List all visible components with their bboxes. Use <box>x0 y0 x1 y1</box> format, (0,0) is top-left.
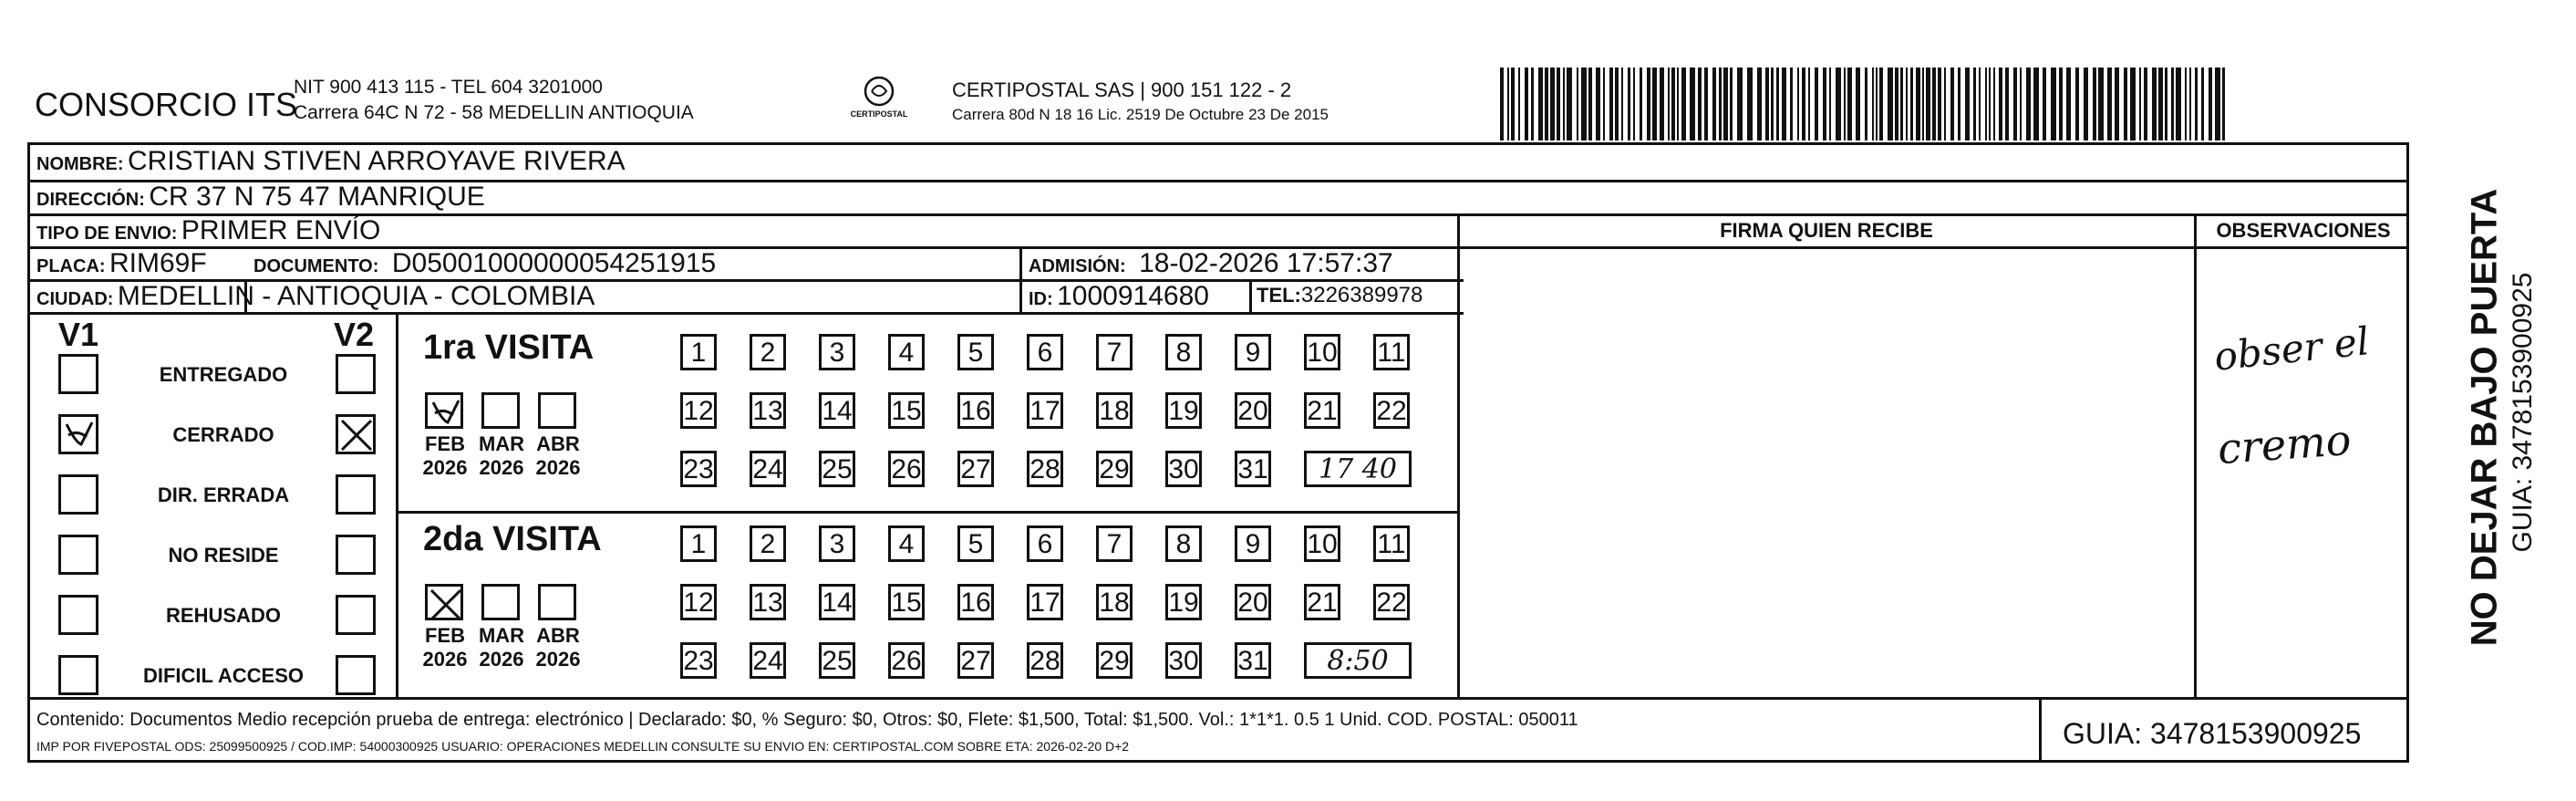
footer-guia: GUIA: 3478153900925 <box>2063 717 2362 750</box>
month-checkbox[interactable] <box>481 392 520 429</box>
documento-row <box>253 248 716 279</box>
day-box[interactable]: 11 <box>1373 334 1410 370</box>
observation-line-1: obser el <box>2211 318 2372 380</box>
day-box[interactable]: 22 <box>1373 584 1410 620</box>
day-box[interactable]: 31 <box>1235 642 1271 679</box>
day-box[interactable]: 13 <box>750 392 786 429</box>
v2-checkbox[interactable] <box>336 535 376 575</box>
placa-label: PLACA: <box>36 256 106 276</box>
day-box[interactable]: 5 <box>957 334 994 370</box>
observation-line-2: cremo <box>2216 414 2354 474</box>
day-box[interactable]: 1 <box>680 334 717 370</box>
day-box[interactable]: 1 <box>680 525 717 562</box>
check-mark-icon <box>428 395 460 426</box>
day-box[interactable]: 12 <box>680 584 717 620</box>
v1-checkbox[interactable] <box>58 595 98 635</box>
status-label: DIFICIL ACCESO <box>142 664 304 687</box>
check-mark-icon <box>61 417 96 452</box>
admision-row <box>1029 248 1393 279</box>
day-box[interactable]: 5 <box>957 525 994 562</box>
direccion-row <box>36 182 485 213</box>
id-label: ID: <box>1029 289 1053 309</box>
footer-imp: IMP POR FIVEPOSTAL ODS: 25099500925 / COD.IMP: 54000300925 USUARIO: OPERACIONES MEDELLIN CONSULTE SU ENVIO EN: CERTIPOSTAL.COM SOBRE ETA: 2026-02-20 D+2 <box>36 739 1130 754</box>
month-checkbox[interactable] <box>425 584 463 620</box>
day-box[interactable]: 2 <box>750 334 786 370</box>
day-box[interactable]: 23 <box>680 451 717 487</box>
visit-1-title: 1ra VISITA <box>423 328 595 367</box>
company-name: CONSORCIO ITS <box>35 86 298 123</box>
day-box[interactable]: 10 <box>1304 334 1340 370</box>
placa-value: RIM69F <box>109 248 207 278</box>
day-box[interactable]: 3 <box>819 334 855 370</box>
certipostal-logo: CERTIPOSTAL <box>841 71 917 126</box>
v2-checkbox[interactable] <box>336 655 376 695</box>
day-box[interactable]: 3 <box>819 525 855 562</box>
month-label: MAR 2026 <box>478 432 525 479</box>
company-nit: NIT 900 413 115 - TEL 604 3201000 <box>294 77 603 98</box>
footer-content: Contenido: Documentos Medio recepción prueba de entrega: electrónico | Declarado: $0, % Seguro: $0, Otros: $0, Flete: $1,500, Total: $1,500. Vol.: 1*1*1. 0.5 1 Unid. COD. POSTAL: 050011 <box>36 710 1578 730</box>
month-label: ABR 2026 <box>535 624 581 671</box>
day-box[interactable]: 29 <box>1096 642 1133 679</box>
visit-time: 17 40 <box>1304 451 1412 487</box>
tel-row <box>1257 283 1422 308</box>
day-box[interactable]: 19 <box>1165 392 1202 429</box>
day-box[interactable]: 10 <box>1304 525 1340 562</box>
day-box[interactable]: 15 <box>888 584 925 620</box>
courier-nit: CERTIPOSTAL SAS | 900 151 122 - 2 <box>952 78 1292 101</box>
day-box[interactable]: 17 <box>1027 392 1063 429</box>
documento-value: D05001000000054251915 <box>391 248 717 278</box>
day-box[interactable]: 27 <box>957 451 994 487</box>
v2-checkbox[interactable] <box>336 474 376 515</box>
day-box[interactable]: 15 <box>888 392 925 429</box>
status-label: DIR. ERRADA <box>157 484 290 506</box>
side-guia: GUIA: 3478153900925 <box>2508 272 2538 553</box>
day-box[interactable]: 12 <box>680 392 717 429</box>
day-box[interactable]: 19 <box>1165 584 1202 620</box>
v2-checkbox[interactable] <box>336 414 376 454</box>
day-box[interactable]: 24 <box>750 451 786 487</box>
firma-header: FIRMA QUIEN RECIBE <box>1720 219 1933 242</box>
day-box[interactable]: 8 <box>1165 334 1202 370</box>
side-warning <box>2421 178 2576 689</box>
visit-time: 8:50 <box>1304 642 1412 679</box>
v1-label: V1 <box>58 316 99 353</box>
day-box[interactable]: 22 <box>1373 392 1410 429</box>
month-checkbox[interactable] <box>538 584 576 620</box>
v2-checkbox[interactable] <box>336 595 376 635</box>
v1-checkbox[interactable] <box>58 354 98 394</box>
day-box[interactable]: 26 <box>888 451 925 487</box>
day-box[interactable]: 6 <box>1027 525 1063 562</box>
barcode <box>1500 68 2225 140</box>
status-label: ENTREGADO <box>159 363 288 386</box>
day-box[interactable]: 2 <box>750 525 786 562</box>
day-box[interactable]: 9 <box>1235 334 1271 370</box>
day-box[interactable]: 13 <box>750 584 786 620</box>
ciudad-row <box>36 281 595 312</box>
month-checkbox[interactable] <box>538 392 576 429</box>
direccion-label: DIRECCIÓN: <box>36 190 145 210</box>
day-box[interactable]: 25 <box>819 642 855 679</box>
day-box[interactable]: 11 <box>1373 525 1410 562</box>
nombre-label: NOMBRE: <box>36 154 124 174</box>
admision-label: ADMISIÓN: <box>1029 256 1126 276</box>
day-box[interactable]: 16 <box>957 392 994 429</box>
day-box[interactable]: 31 <box>1235 451 1271 487</box>
v1-checkbox[interactable] <box>58 535 98 575</box>
tel-value: 3226389978 <box>1300 283 1423 307</box>
id-value: 1000914680 <box>1057 281 1209 311</box>
day-box[interactable]: 16 <box>957 584 994 620</box>
status-label: CERRADO <box>172 423 274 446</box>
admision-value: 18-02-2026 17:57:37 <box>1139 248 1393 278</box>
day-box[interactable]: 14 <box>819 392 855 429</box>
day-box[interactable]: 21 <box>1304 584 1340 620</box>
month-checkbox[interactable] <box>481 584 520 620</box>
status-label: NO RESIDE <box>168 544 279 567</box>
day-box[interactable]: 23 <box>680 642 717 679</box>
x-mark-icon <box>338 417 373 452</box>
day-box[interactable]: 7 <box>1096 334 1133 370</box>
day-box[interactable]: 28 <box>1027 642 1063 679</box>
status-label: REHUSADO <box>166 604 281 627</box>
day-box[interactable]: 20 <box>1235 392 1271 429</box>
day-box[interactable]: 20 <box>1235 584 1271 620</box>
tipo-label: TIPO DE ENVIO: <box>36 224 178 244</box>
x-mark-icon <box>428 587 460 618</box>
company-address: Carrera 64C N 72 - 58 MEDELLIN ANTIOQUIA <box>294 102 694 123</box>
day-box[interactable]: 4 <box>888 525 925 562</box>
day-box[interactable]: 28 <box>1027 451 1063 487</box>
v1-checkbox[interactable] <box>58 655 98 695</box>
month-label: ABR 2026 <box>535 432 581 479</box>
day-box[interactable]: 21 <box>1304 392 1340 429</box>
day-box[interactable]: 30 <box>1165 642 1202 679</box>
day-box[interactable]: 24 <box>750 642 786 679</box>
day-box[interactable]: 29 <box>1096 451 1133 487</box>
month-label: FEB 2026 <box>422 432 468 479</box>
v2-checkbox[interactable] <box>336 354 376 394</box>
ciudad-value: MEDELLIN - ANTIOQUIA - COLOMBIA <box>117 281 595 311</box>
tipo-row <box>36 215 380 246</box>
nombre-row <box>36 146 626 177</box>
day-box[interactable]: 17 <box>1027 584 1063 620</box>
placa-row <box>36 248 207 279</box>
observaciones-header: OBSERVACIONES <box>2216 219 2391 242</box>
month-label: FEB 2026 <box>422 624 468 671</box>
day-box[interactable]: 14 <box>819 584 855 620</box>
v1-checkbox[interactable] <box>58 474 98 515</box>
tipo-value: PRIMER ENVÍO <box>181 215 381 245</box>
courier-address: Carrera 80d N 18 16 Lic. 2519 De Octubre 23 De 2015 <box>952 106 1329 123</box>
tel-label: TEL: <box>1257 284 1301 307</box>
ciudad-label: CIUDAD: <box>36 289 114 309</box>
v1-checkbox[interactable] <box>58 414 98 454</box>
day-box[interactable]: 26 <box>888 642 925 679</box>
id-row <box>1029 281 1209 312</box>
direccion-value: CR 37 N 75 47 MANRIQUE <box>149 182 485 212</box>
day-box[interactable]: 6 <box>1027 334 1063 370</box>
documento-label: DOCUMENTO: <box>253 256 379 276</box>
visit-2-title: 2da VISITA <box>423 520 602 558</box>
day-box[interactable]: 18 <box>1096 584 1133 620</box>
month-checkbox[interactable] <box>425 392 463 429</box>
v2-label: V2 <box>334 316 375 353</box>
day-box[interactable]: 27 <box>957 642 994 679</box>
day-box[interactable]: 18 <box>1096 392 1133 429</box>
day-box[interactable]: 30 <box>1165 451 1202 487</box>
side-no-dejar: NO DEJAR BAJO PUERTA <box>2464 188 2505 647</box>
day-box[interactable]: 4 <box>888 334 925 370</box>
day-box[interactable]: 7 <box>1096 525 1133 562</box>
day-box[interactable]: 25 <box>819 451 855 487</box>
day-box[interactable]: 8 <box>1165 525 1202 562</box>
day-box[interactable]: 9 <box>1235 525 1271 562</box>
month-label: MAR 2026 <box>478 624 525 671</box>
nombre-value: CRISTIAN STIVEN ARROYAVE RIVERA <box>128 146 626 176</box>
